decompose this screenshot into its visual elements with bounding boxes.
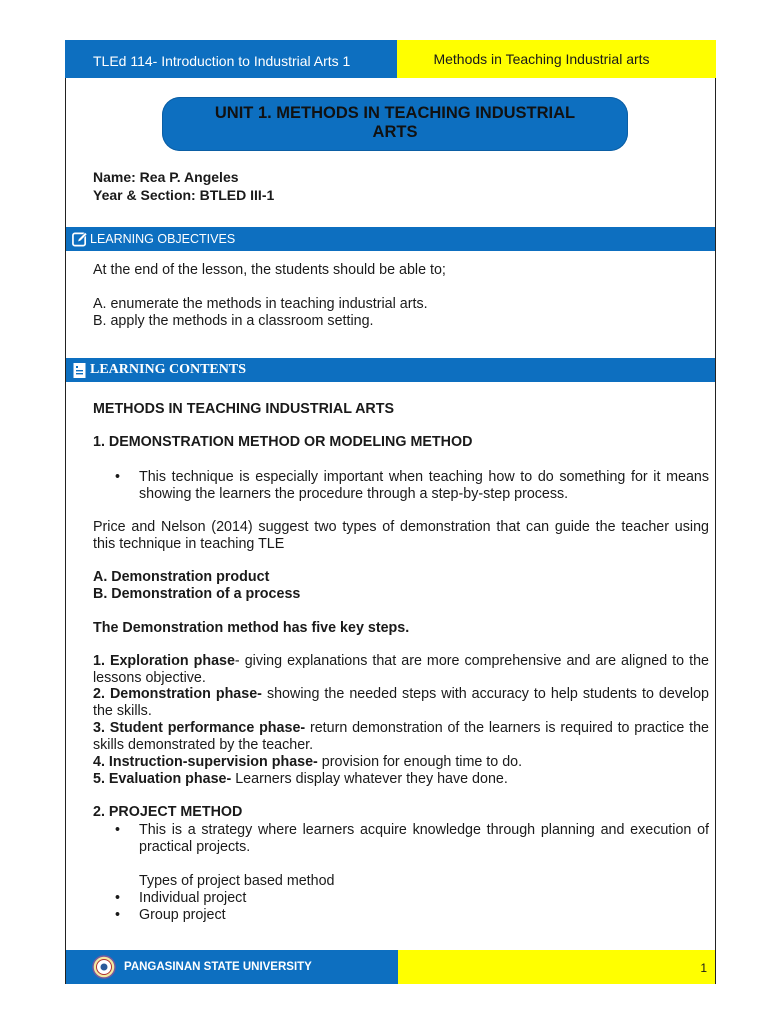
- method1-title: 1. DEMONSTRATION METHOD OR MODELING METHOD: [93, 434, 473, 450]
- document-icon: [72, 362, 88, 378]
- method2-title: 2. PROJECT METHOD: [93, 804, 243, 820]
- footer-university: [66, 950, 398, 984]
- step-label: 3. Student performance phase-: [93, 720, 306, 736]
- list-item: • This technique is especially important when teaching how to do something for it means showing the learners the procedure through a step-by-step process.: [115, 469, 709, 503]
- university-name: PANGASINAN STATE UNIVERSITY: [124, 961, 312, 973]
- steps-heading: The Demonstration method has five key steps.: [93, 620, 410, 636]
- demo-type: A. Demonstration product: [93, 569, 270, 585]
- objectives-bar: [66, 227, 715, 251]
- course-title: TLEd 114- Introduction to Industrial Arts 1: [65, 40, 397, 78]
- student-name: Name: Rea P. Angeles: [93, 169, 239, 185]
- list-item: • This is a strategy where learners acquire knowledge through planning and execution of practical projects.: [115, 822, 709, 856]
- topic-title: Methods in Teaching Industrial arts: [397, 40, 716, 78]
- page-footer: [66, 950, 715, 984]
- page-number: 1: [398, 950, 715, 984]
- objective-item: B. apply the methods in a classroom setting.: [93, 313, 374, 329]
- step-item: [93, 686, 709, 720]
- step-label: 4. Instruction-supervision phase-: [93, 754, 318, 770]
- objective-item: A. enumerate the methods in teaching industrial arts.: [93, 296, 428, 312]
- list-item: • Group project: [115, 907, 709, 924]
- step-label: 1. Exploration phase: [93, 653, 235, 669]
- unit-title: UNIT 1. METHODS IN TEACHING INDUSTRIAL ARTS: [162, 97, 628, 151]
- step-item: [93, 653, 709, 687]
- step-item: [93, 771, 709, 788]
- method1-paragraph: Price and Nelson (2014) suggest two types of demonstration that can guide the teacher using this technique in teaching TLE: [93, 519, 709, 552]
- step-item: [93, 720, 709, 754]
- student-section: Year & Section: BTLED III-1: [93, 187, 275, 203]
- project-types-label: Types of project based method: [139, 873, 335, 889]
- step-text: showing the needed steps with accuracy to help students to develop the skills.: [93, 686, 709, 719]
- project-types-list: [115, 890, 709, 924]
- step-text: - giving explanations that are more comprehensive and are aligned to the lessons objective.: [93, 653, 709, 686]
- list-item: • Individual project: [115, 890, 709, 907]
- step-text: provision for enough time to do.: [317, 754, 523, 770]
- step-text: Learners display whatever they have done.: [231, 771, 508, 787]
- step-text: return demonstration of the learners is required to practice the skills demonstrated by the teacher.: [93, 720, 710, 753]
- objectives-intro: At the end of the lesson, the students should be able to;: [93, 262, 446, 278]
- edit-icon: [72, 231, 88, 247]
- page-header: [65, 40, 716, 78]
- step-item: [93, 754, 709, 771]
- objectives-heading: LEARNING OBJECTIVES: [90, 232, 236, 246]
- method1-bullets: [115, 469, 709, 503]
- method2-bullets: [115, 822, 709, 856]
- contents-main-title: METHODS IN TEACHING INDUSTRIAL ARTS: [93, 401, 395, 417]
- university-seal-icon: [92, 955, 116, 979]
- contents-bar: [66, 358, 715, 382]
- student-info: [93, 168, 274, 204]
- contents-heading: LEARNING CONTENTS: [90, 362, 246, 377]
- step-label: 2. Demonstration phase-: [93, 686, 262, 702]
- demo-type: B. Demonstration of a process: [93, 586, 301, 602]
- step-label: 5. Evaluation phase-: [93, 771, 232, 787]
